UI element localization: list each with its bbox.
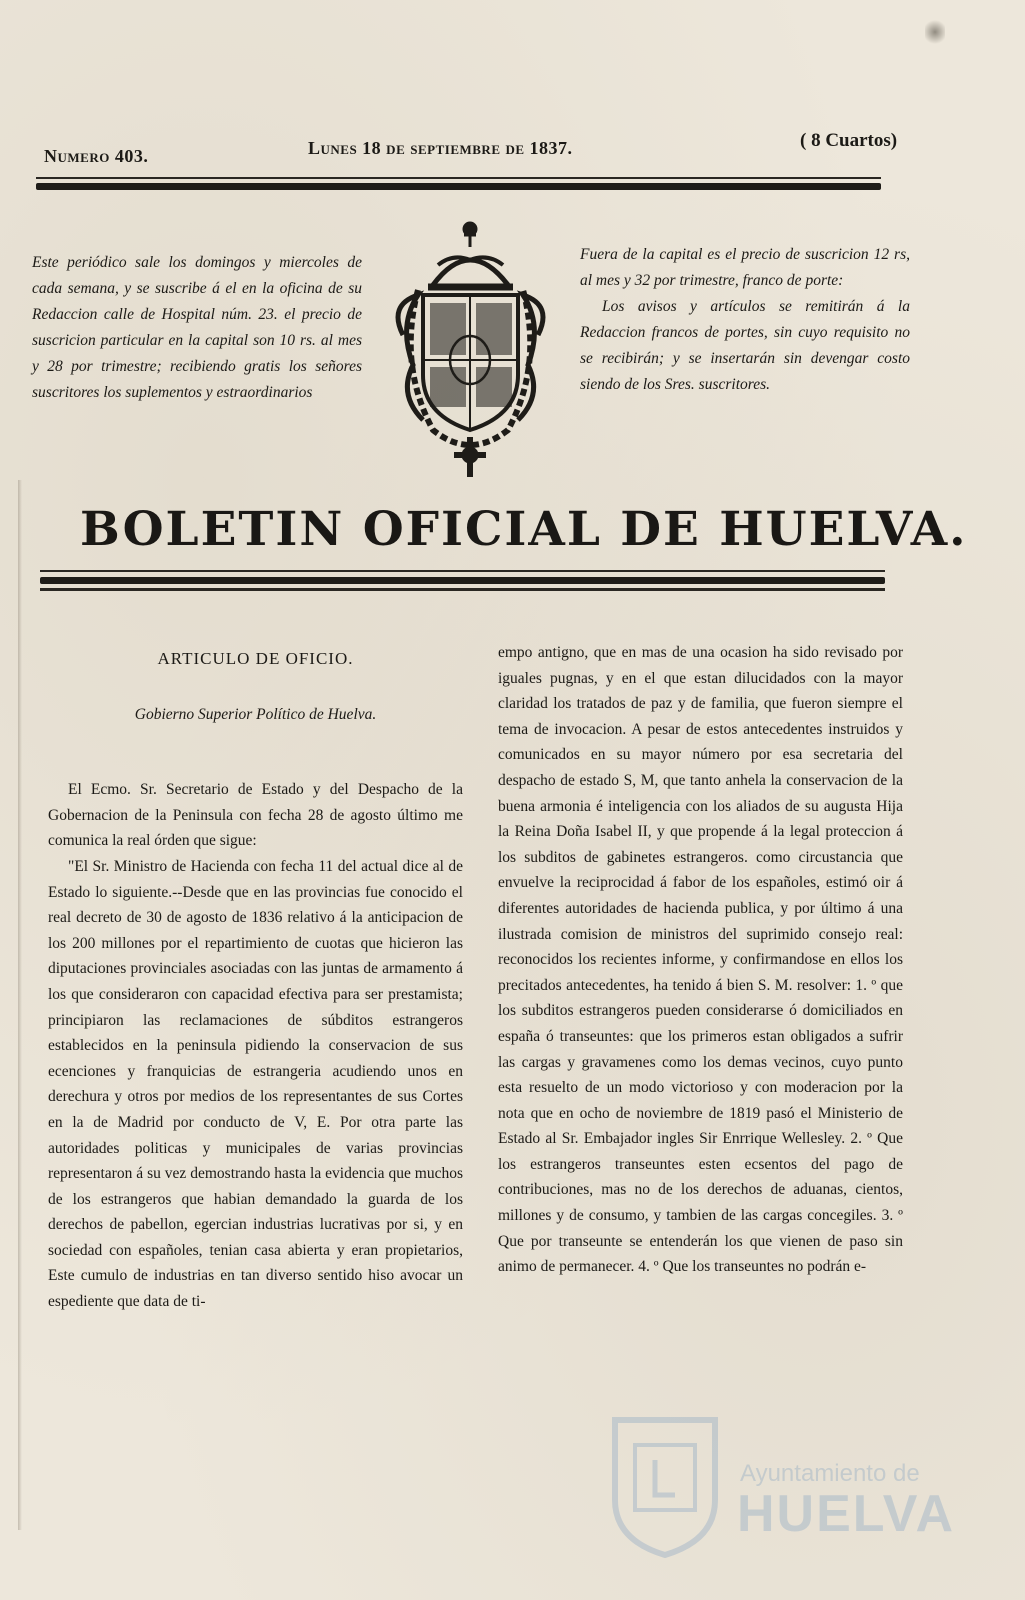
ink-blot <box>925 18 945 46</box>
article-column-right <box>498 640 903 1280</box>
watermark-line2: HUELVA <box>737 1485 956 1543</box>
issue-header <box>40 130 900 170</box>
article-paragraph: El Ecmo. Sr. Secretario de Estado y del Despacho de la Gobernacion de la Peninsula con fecha 28 de agosto último me comunica la real órden que sigue: <box>48 781 463 850</box>
city-shield-logo-icon <box>605 1400 725 1560</box>
subscription-info-right <box>580 242 910 398</box>
watermark-line1: Ayuntamiento de <box>740 1460 920 1487</box>
notices-text: Los avisos y artículos se remitirán á la Redaccion francos de portes, sin cuyo requisito no se recibirán; y se insertarán sin devengar costo siendo de los Sres. suscritores. <box>580 298 910 393</box>
page-edge-shadow <box>18 480 22 1530</box>
header-rule <box>36 183 881 190</box>
royal-coat-of-arms-icon <box>378 215 563 485</box>
masthead-rule-lower <box>40 588 885 591</box>
provincial-price-text: Fuera de la capital es el precio de suscricion 12 rs, al mes y 32 por trimestre, franco de porte: <box>580 246 910 289</box>
subscription-text: Este periódico sale los domingos y miercoles de cada semana, y se suscribe á el en la oficina de su Redaccion calle de Hospital núm. 23. el precio de suscricion particular en la capital son 10 rs. al mes y 28 por trimestre; recibiendo gratis los señores suscritores los suplementos y estraordinarios <box>32 254 362 401</box>
article-column-left <box>48 640 463 1315</box>
article-subtitle: Gobierno Superior Político de Huelva. <box>134 705 377 723</box>
article-title: ARTICULO DE OFICIO. <box>157 649 354 668</box>
issue-date: Lunes 18 de septiembre de 1837. <box>308 138 573 158</box>
masthead-rule-thin <box>40 570 885 572</box>
header-rule-thin <box>36 177 881 179</box>
masthead-title: BOLETIN OFICIAL DE HUELVA. <box>80 502 968 557</box>
article-paragraph: empo antigno, que en mas de una ocasion ha sido revisado por iguales pugnas, y en el que estan dilucidados con la mayor claridad los tratados de paz y de familia, que fueron siempre el tema de invocacion. A pesar de estos antecedentes instruidos y comunicados en su mayor número por esa secretaria del despacho de estado S, M, que tanto anhela la conservacion de la buena armonia é inteligencia con los aliados de su augusta Hija la Reina Doña Isabel II, y que propende á la legal proteccion á los subditos de gabinetes estrangeros. como circustancia que envuelve la reciprocidad á fabor de los españoles, estimó oir á diferentes autoridades de hacienda publica, y por último á una ilustrada comision de ministros del suprimido consejo real: reconocidos los recientes informe, y confirmandose en ellos los precitados antecedentes, ha tenido á bien S. M. resolver: 1. º que los subditos estrangeros pueden considerarse ó domiciliados en españa ó transeuntes: que los primeros estan obligados a sufrir las cargas y gravamenes como los demas vecinos, cuyo punto esta resuelto de un modo victorioso y con moderacion por la nota que en ocho de noviembre de 1819 pasó el Ministerio de Estado al Sr. Embajador ingles Sir Enrrique Wellesley. 2. º Que los estrangeros transeuntes esten ecsentos del pago de contribuciones, mas no de los derechos de aduanas, cientos, millones y de consumo, y tambien de las cargas concegiles. 3. º Que por transeunte se entenderán los que vienen de paso sin animo de permanecer. 4. º Que los transeuntes no podrán e- <box>498 644 903 1276</box>
masthead-rule <box>40 577 885 584</box>
subscription-info-left <box>32 250 362 406</box>
article-paragraph: "El Sr. Ministro de Hacienda con fecha 11 del actual dice al de Estado lo siguiente.--Desde que en las provincias fue conocido el real decreto de 30 de agosto de 1836 relativo á la anticipacion de los 200 millones por el repartimiento de cuotas que hicieron las diputaciones provinciales asociadas con las juntas de armamento á los que consideraron con capacidad efectiva para ser prestamista; principiaron las reclamaciones de súbditos estrangeros establecidos en la peninsula pidiendo la conservacion de sus ecenciones y franquicias de estrangeria acudiendo unos en derechura y otros por medios de los representantes de sus Cortes en la de Madrid por conducto de V, E. Por otra parte las autoridades politicas y municipales de varias provincias representaron á su vez demostrando hasta la evidencia que muchos de los estrangeros que habian demandado la guarda de los derechos de pabellon, egercian industrias lucrativas por si, y en sociedad con españoles, tenian casa abierta y eran propietarios, Este cumulo de industrias en tan diverso sentido hiso avocar un espediente que data de ti- <box>48 857 463 1311</box>
issue-number: Numero 403. <box>44 146 149 166</box>
issue-price: ( 8 Cuartos) <box>800 130 898 151</box>
archive-watermark <box>605 1400 956 1560</box>
